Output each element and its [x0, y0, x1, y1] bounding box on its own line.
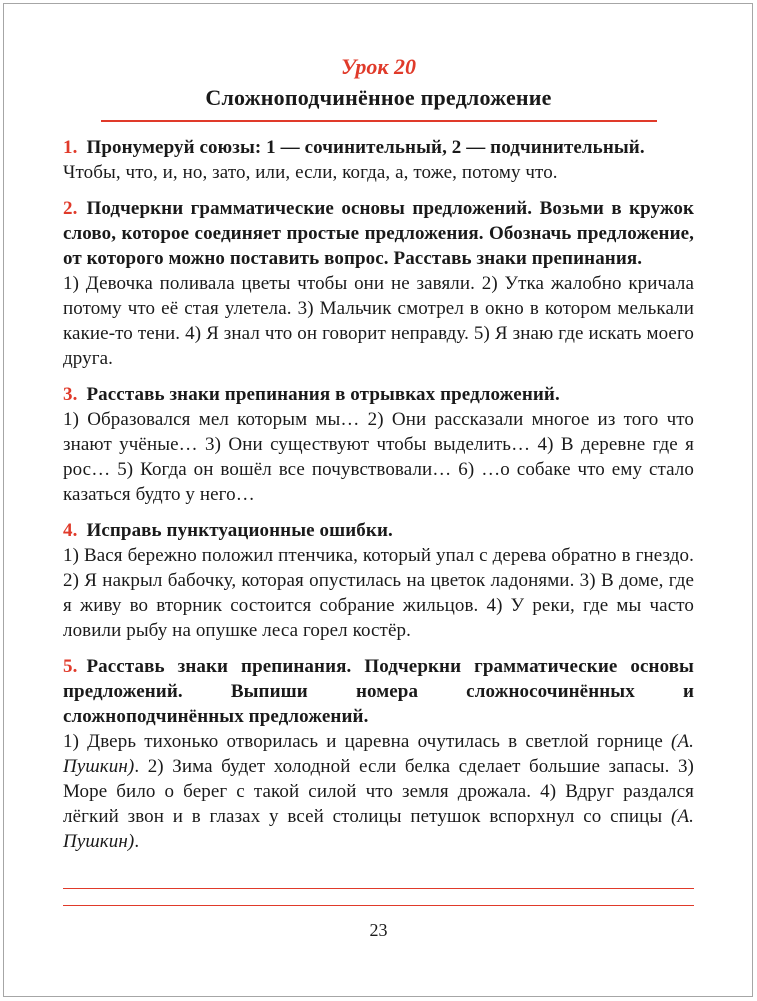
- exercise-2: [63, 196, 694, 371]
- exercise-instruction: [63, 654, 694, 729]
- page-title: Сложноподчинённое предложение: [205, 85, 552, 110]
- writing-line: [63, 905, 694, 906]
- writing-line: [63, 888, 694, 889]
- exercise-body: [63, 729, 694, 854]
- exercise-number: 2.: [63, 198, 78, 219]
- lesson-label: Урок 20: [340, 54, 417, 79]
- exercise-instruction: [63, 135, 694, 160]
- exercise-instruction-text: Расставь знаки препинания. Подчеркни грамматические основы предложений. Выпиши номера сложносочинённых и сложноподчинённых предложений.: [63, 656, 694, 727]
- exercise-body: [63, 160, 694, 185]
- page-header: [63, 54, 694, 122]
- exercise-instruction-text: Подчеркни грамматические основы предложений. Возьми в кружок слово, которое соединяет простые предложения. Обозначь предложение, от которого можно поставить вопрос. Расставь знаки препинания.: [63, 198, 694, 269]
- exercise-3: [63, 382, 694, 507]
- body-text: 1) Вася бережно положил птенчика, который упал с дерева обратно в гнездо. 2) Я накрыл бабочку, которая опустилась на цветок ладонями. 3) В доме, где я живу во вторник состоится собрание жильцов. 4) У реки, где мы часто ловили рыбу на опушке леса горел костёр.: [63, 545, 694, 641]
- exercise-number: 3.: [63, 384, 78, 405]
- page-footer: [63, 918, 694, 942]
- exercise-instruction-text: Пронумеруй союзы: 1 — сочинительный, 2 — подчинительный.: [86, 137, 645, 158]
- author-credit: (А. Пушкин): [63, 731, 694, 777]
- body-text: .: [134, 831, 140, 852]
- title-underline-rule: [101, 120, 657, 122]
- body-text: 1) Дверь тихонько отворилась и царевна очутилась в светлой горнице: [63, 731, 672, 752]
- answer-writing-lines: [63, 888, 694, 906]
- exercise-body: [63, 271, 694, 371]
- exercise-instruction: [63, 518, 694, 543]
- blank-space: [63, 854, 694, 878]
- exercise-instruction-text: Исправь пунктуационные ошибки.: [86, 520, 393, 541]
- body-text: Чтобы, что, и, но, зато, или, если, когда, а, тоже, потому что.: [63, 162, 558, 183]
- body-text: . 2) Зима будет холодной если белка сделает большие запасы. 3) Море било о берег с такой силой что земля дрожала. 4) Вдруг раздался лёгкий звон и в глазах у всей столицы петушок вспорхнул со спицы: [63, 756, 694, 827]
- body-text: 1) Девочка поливала цветы чтобы они не завяли. 2) Утка жалобно кричала потому что её стая улетела. 3) Мальчик смотрел в окно в котором мелькали какие-то тени. 4) Я знал что он говорит неправду. 5) Я знаю где искать моего друга.: [63, 273, 694, 369]
- workbook-page: [3, 3, 753, 997]
- exercise-number: 4.: [63, 520, 78, 541]
- author-credit: (А. Пушкин): [63, 806, 694, 852]
- exercise-instruction-text: Расставь знаки препинания в отрывках предложений.: [86, 384, 560, 405]
- exercise-1: [63, 135, 694, 185]
- page-number: 23: [369, 920, 388, 940]
- body-text: 1) Образовался мел которым мы… 2) Они рассказали многое из того что знают учёные… 3) Они существуют чтобы выделить… 4) В деревне где я рос… 5) Когда он вошёл все почувствовали… 6) …о собаке что ему стало казаться будто у него…: [63, 409, 694, 505]
- exercise-list: [63, 135, 694, 854]
- exercise-body: [63, 407, 694, 507]
- exercise-number: 5.: [63, 656, 78, 677]
- exercise-4: [63, 518, 694, 643]
- exercise-instruction: [63, 196, 694, 271]
- exercise-number: 1.: [63, 137, 78, 158]
- exercise-instruction: [63, 382, 694, 407]
- exercise-5: [63, 654, 694, 854]
- exercise-body: [63, 543, 694, 643]
